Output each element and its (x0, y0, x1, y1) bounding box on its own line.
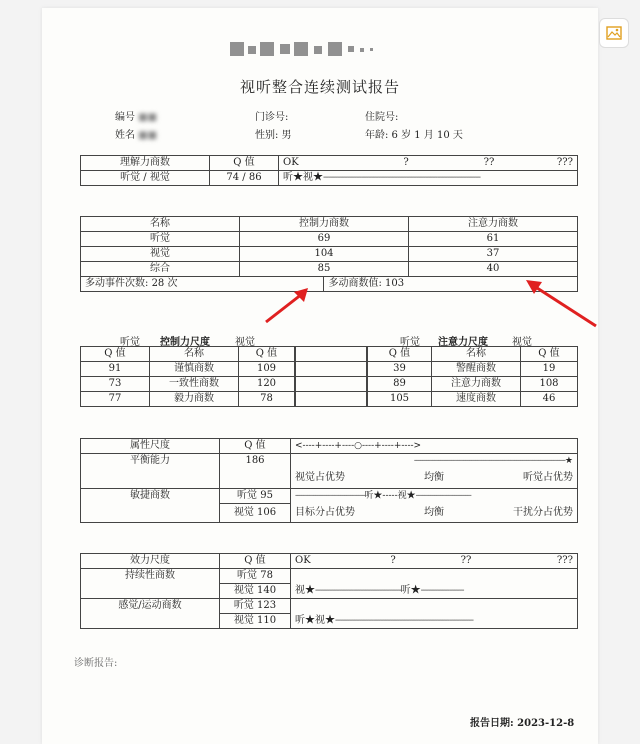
image-action-button[interactable] (599, 18, 629, 48)
row-control: 85 (240, 262, 409, 277)
attribute-table (80, 438, 578, 523)
header-cell: Q 值 (210, 156, 279, 171)
row-value: 74 / 86 (210, 171, 279, 186)
header-cell: ?? (427, 554, 505, 569)
header-cell: 名称 (432, 347, 521, 362)
row-q2: 109 (239, 362, 295, 377)
scale-gap-table (295, 346, 367, 407)
sensory-label: 感觉/运动商数 (81, 599, 220, 629)
row-name: 听觉 (81, 232, 240, 247)
persist-q1: 听觉 78 (220, 569, 291, 584)
header-cell: Q 值 (521, 347, 578, 362)
attention-scale-title: 注意力尺度 (438, 337, 488, 348)
header-cell: 理解力商数 (81, 156, 210, 171)
persist-q2: 视觉 140 (220, 584, 291, 599)
attention-top-right: 视觉 (512, 337, 532, 348)
row-marks: 听★视★------------------------------------------------------------------ (279, 171, 578, 186)
image-icon (606, 25, 622, 41)
control-scale-title: 控制力尺度 (160, 337, 210, 348)
row-control: 104 (240, 247, 409, 262)
row-q2: 19 (521, 362, 578, 377)
hyper-cell: 多动商数值: 103 (324, 277, 578, 292)
row-name: 速度商数 (432, 392, 521, 407)
agility-q1: 听觉 95 (220, 489, 291, 504)
sensory-marks: 听★视★---------------------------------------------------------- (291, 599, 578, 629)
balance-q: 186 (220, 454, 291, 489)
balance-label: 平衡能力 (81, 454, 220, 489)
header-cell: ? (359, 554, 427, 569)
row-label: 听觉 / 视觉 (81, 171, 210, 186)
report-title: 视听整合连续测试报告 (239, 78, 400, 96)
row-name: 警醒商数 (432, 362, 521, 377)
main-table (80, 216, 578, 292)
row-q2: 78 (239, 392, 295, 407)
row-q: 39 (368, 362, 432, 377)
row-q2: 108 (521, 377, 578, 392)
gender-label: 性别: 男 (255, 130, 292, 141)
sensory-q2: 视觉 110 (220, 614, 291, 629)
attribute-scale: <----+----+----○----+----+----> (291, 439, 578, 454)
row-attention: 37 (409, 247, 578, 262)
header-cell: ?? (445, 156, 533, 171)
header-cell: 控制力商数 (240, 217, 409, 232)
header-cell: OK (279, 156, 368, 171)
header-cell: OK (291, 554, 360, 569)
control-top-right: 视觉 (235, 337, 255, 348)
agility-label: 敏捷商数 (81, 489, 220, 523)
header-cell: ? (367, 156, 445, 171)
hospital-logo (230, 40, 410, 60)
attention-scale-table (367, 346, 578, 407)
header-cell: 注意力商数 (409, 217, 578, 232)
agility-q2: 视觉 106 (220, 504, 291, 523)
balance-scale-labels: 视觉占优势 均衡 听觉占优势 (291, 468, 578, 489)
row-attention: 40 (409, 262, 578, 277)
header-cell: Q 值 (368, 347, 432, 362)
row-name: 一致性商数 (150, 377, 239, 392)
sensory-q1: 听觉 123 (220, 599, 291, 614)
clinic-label: 门诊号: (255, 112, 289, 123)
header-cell: 名称 (81, 217, 240, 232)
row-q2: 120 (239, 377, 295, 392)
row-q: 77 (81, 392, 150, 407)
header-cell: ??? (505, 554, 578, 569)
header-cell: Q 值 (81, 347, 150, 362)
attention-top-left: 听觉 (400, 337, 420, 348)
row-attention: 61 (409, 232, 578, 247)
header-cell: Q 值 (220, 439, 291, 454)
agility-scale-labels: 目标分占优势 均衡 干扰分占优势 (291, 504, 578, 523)
row-name: 综合 (81, 262, 240, 277)
header-cell: 属性尺度 (81, 439, 220, 454)
row-control: 69 (240, 232, 409, 247)
age-label: 年龄: 6 岁 1 月 10 天 (365, 130, 463, 141)
row-q: 73 (81, 377, 150, 392)
control-scale-table (80, 346, 295, 407)
row-q2: 46 (521, 392, 578, 407)
events-cell: 多动事件次数: 28 次 (81, 277, 324, 292)
row-name: 谨慎商数 (150, 362, 239, 377)
id-label: 编号 ■■ (115, 112, 158, 123)
efficacy-table (80, 553, 578, 629)
header-cell: Q 值 (239, 347, 295, 362)
report-date: 报告日期: 2023-12-8 (470, 718, 575, 729)
header-cell: Q 值 (220, 554, 291, 569)
row-q: 89 (368, 377, 432, 392)
persist-label: 持续性商数 (81, 569, 220, 599)
row-name: 视觉 (81, 247, 240, 262)
balance-marks: --------------------------------------------------------------------------★ (291, 454, 578, 469)
diagnosis-label: 诊断报告: (74, 658, 118, 669)
header-cell: 效力尺度 (81, 554, 220, 569)
agility-marks: ----------------------------------听★-----视★--------------------------- (291, 489, 578, 504)
persist-marks: 视★------------------------------------听★------------------ (291, 569, 578, 599)
name-label: 姓名 ■■ (115, 130, 158, 141)
understanding-table (80, 155, 578, 186)
row-name: 毅力商数 (150, 392, 239, 407)
row-q: 91 (81, 362, 150, 377)
header-cell: 名称 (150, 347, 239, 362)
control-top-left: 听觉 (120, 337, 140, 348)
header-cell: ??? (533, 156, 578, 171)
red-arrow (520, 276, 600, 330)
inpatient-label: 住院号: (365, 112, 399, 123)
row-q: 105 (368, 392, 432, 407)
red-arrow (262, 286, 312, 326)
row-name: 注意力商数 (432, 377, 521, 392)
